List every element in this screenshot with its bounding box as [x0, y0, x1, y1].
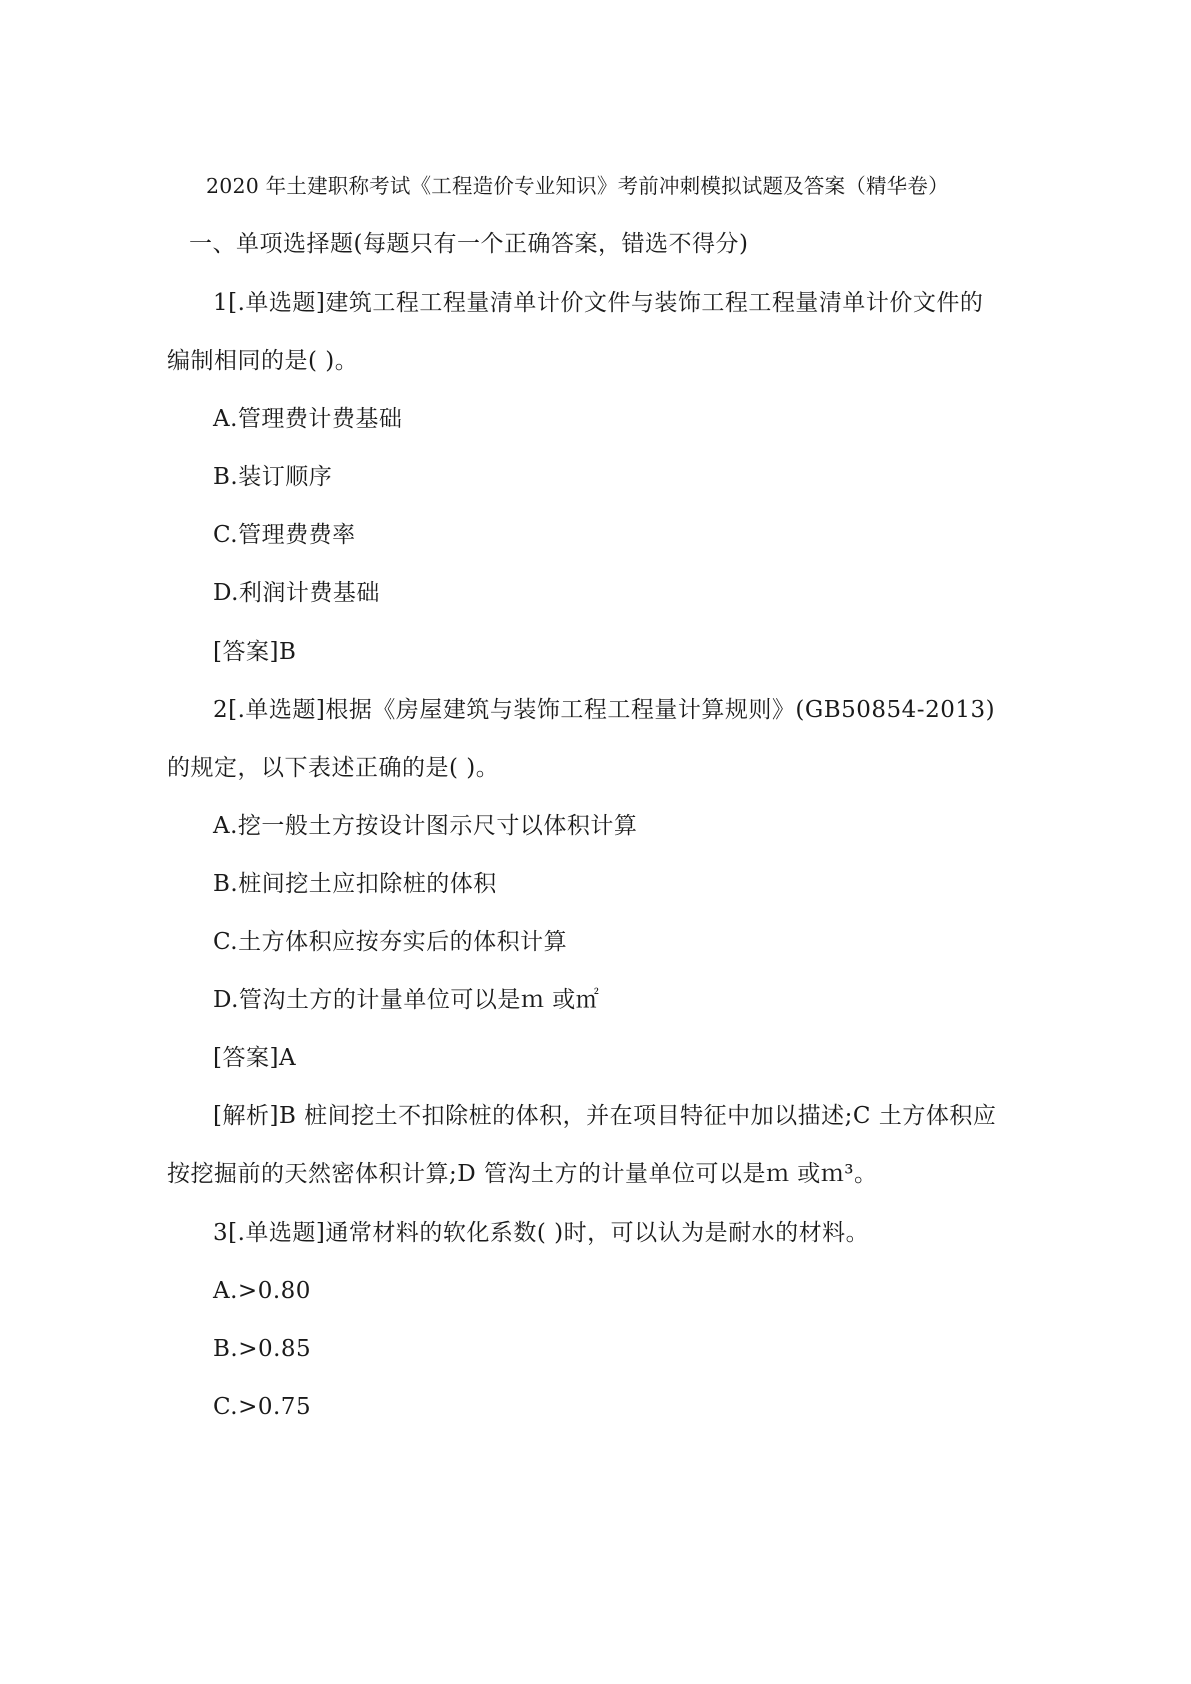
question-2-analysis-line1: [解析]B 桩间挖土不扣除桩的体积，并在项目特征中加以描述;C 土方体积应: [213, 1103, 997, 1129]
question-2-stem-line1: 2[.单选题]根据《房屋建筑与装饰工程工程量计算规则》(GB50854-2013): [213, 697, 996, 723]
question-2-option-c: C.土方体积应按夯实后的体积计算: [213, 929, 568, 955]
question-1-option-b: B.装订顺序: [213, 464, 333, 490]
question-2-analysis-line2: 按挖掘前的天然密体积计算;D 管沟土方的计量单位可以是ｍ 或ｍ³。: [167, 1161, 878, 1187]
question-3-stem-line1: 3[.单选题]通常材料的软化系数( )时，可以认为是耐水的材料。: [213, 1220, 870, 1246]
question-1-option-d: D.利润计费基础: [213, 580, 380, 606]
question-3-option-a: A.>0.80: [213, 1278, 311, 1304]
question-1-answer: [答案]B: [213, 639, 297, 665]
question-1-option-a: A.管理费计费基础: [213, 406, 403, 432]
question-3-option-b: B.>0.85: [213, 1336, 312, 1362]
section-heading: 一、单项选择题(每题只有一个正确答案，错选不得分): [189, 231, 749, 257]
question-1-stem-line2: 编制相同的是( )。: [167, 348, 359, 374]
question-1-stem-line1: 1[.单选题]建筑工程工程量清单计价文件与装饰工程工程量清单计价文件的: [213, 290, 984, 316]
question-2-option-a: A.挖一般土方按设计图示尺寸以体积计算: [213, 813, 638, 839]
document-title: 2020 年土建职称考试《工程造价专业知识》考前冲刺模拟试题及答案（精华卷）: [206, 174, 949, 198]
question-3-option-c: C.>0.75: [213, 1394, 312, 1420]
question-2-option-d: D.管沟土方的计量单位可以是ｍ 或㎡: [213, 987, 600, 1013]
question-1-option-c: C.管理费费率: [213, 522, 356, 548]
question-2-option-b: B.桩间挖土应扣除桩的体积: [213, 871, 497, 897]
question-2-stem-line2: 的规定，以下表述正确的是( )。: [167, 755, 500, 781]
question-2-answer: [答案]A: [213, 1045, 297, 1071]
